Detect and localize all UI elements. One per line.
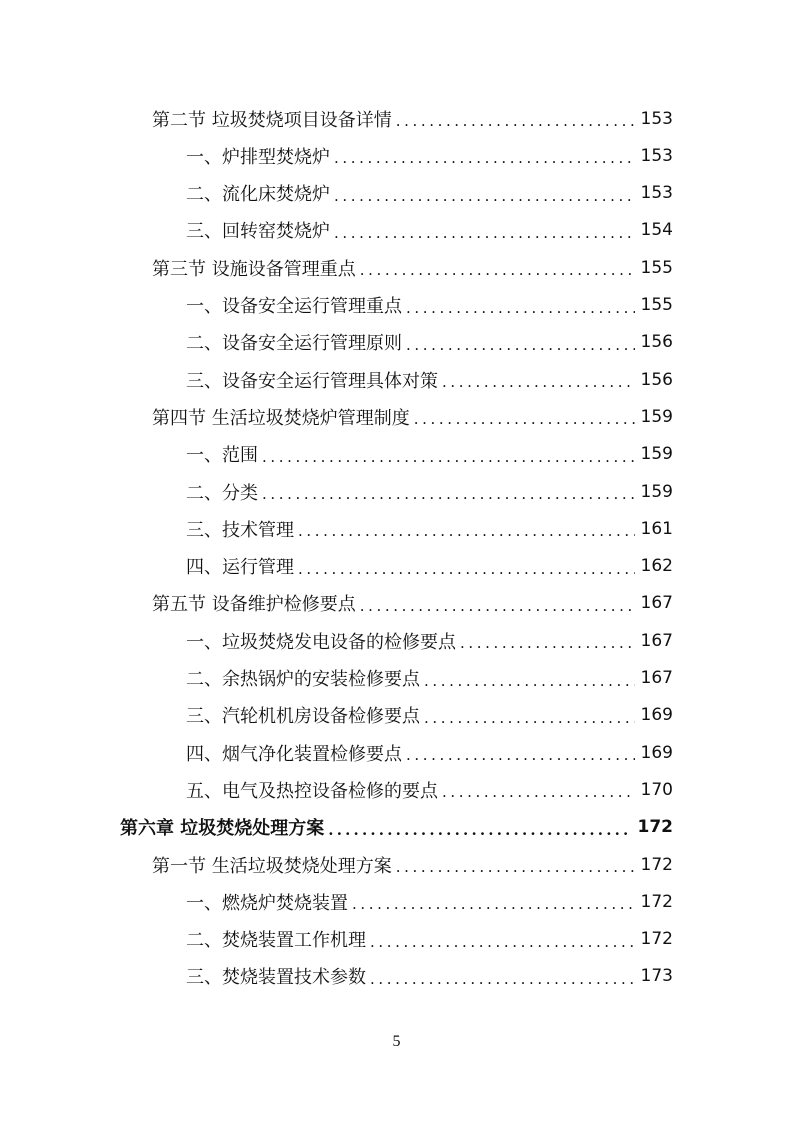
toc-entry[interactable] bbox=[186, 137, 673, 174]
toc-entry-page: 153 bbox=[640, 108, 673, 129]
toc-entry[interactable] bbox=[186, 958, 673, 995]
toc-dot-leader bbox=[414, 412, 635, 427]
toc-entry-page: 156 bbox=[640, 332, 673, 353]
toc-entry-page: 169 bbox=[640, 705, 673, 726]
toc-dot-leader bbox=[406, 338, 635, 353]
toc-entry-page: 172 bbox=[640, 854, 673, 875]
toc-dot-leader bbox=[298, 524, 635, 539]
toc-entry-title: 二、余热锅炉的安装检修要点 bbox=[186, 669, 420, 690]
toc-entry-title: 三、焚烧装置技术参数 bbox=[186, 967, 366, 989]
toc-entry-page: 159 bbox=[640, 481, 673, 502]
toc-entry-title: 二、流化床焚烧炉 bbox=[186, 184, 330, 206]
toc-dot-leader bbox=[370, 972, 635, 987]
toc-entry-title: 四、烟气净化装置检修要点 bbox=[186, 743, 402, 765]
toc-dot-leader bbox=[262, 487, 635, 502]
toc-dot-leader bbox=[298, 562, 635, 577]
toc-entry[interactable] bbox=[186, 287, 673, 324]
toc-entry[interactable] bbox=[186, 212, 673, 249]
toc-entry-title: 第五节 设备维护检修要点 bbox=[152, 594, 356, 616]
toc-dot-leader bbox=[334, 226, 635, 241]
toc-entry-page: 161 bbox=[640, 518, 673, 539]
toc-entry[interactable] bbox=[152, 249, 673, 286]
toc-entry-page: 167 bbox=[640, 630, 673, 651]
toc-entry-title: 三、回转窑焚烧炉 bbox=[186, 221, 330, 243]
toc-dot-leader bbox=[328, 823, 631, 838]
toc-entry-title: 三、汽轮机机房设备检修要点 bbox=[186, 706, 420, 728]
toc-entry-title: 第三节 设施设备管理重点 bbox=[152, 258, 356, 280]
toc-entry[interactable] bbox=[186, 734, 673, 771]
toc-entry-page: 167 bbox=[640, 593, 673, 614]
toc-dot-leader bbox=[334, 151, 635, 166]
toc-entry-page: 167 bbox=[640, 668, 673, 688]
toc-entry-page: 156 bbox=[640, 369, 673, 390]
toc-dot-leader bbox=[360, 263, 635, 278]
toc-entry[interactable] bbox=[152, 398, 673, 435]
toc-dot-leader bbox=[396, 114, 635, 129]
toc-entry-page: 154 bbox=[640, 220, 673, 241]
toc-entry-title: 一、燃烧炉焚烧装置 bbox=[186, 892, 348, 914]
toc-entry[interactable] bbox=[186, 473, 673, 510]
toc-entry-title: 二、分类 bbox=[186, 482, 258, 504]
toc-entry[interactable] bbox=[186, 883, 673, 920]
toc-entry-title: 二、设备安全运行管理原则 bbox=[186, 333, 402, 355]
toc-entry[interactable] bbox=[186, 436, 673, 473]
toc-dot-leader bbox=[442, 785, 635, 800]
toc-entry-page: 172 bbox=[637, 817, 673, 838]
toc-entry[interactable] bbox=[186, 175, 673, 212]
toc-entry[interactable] bbox=[186, 510, 673, 547]
toc-dot-leader bbox=[370, 935, 635, 950]
toc-entry-title: 五、电气及热控设备检修的要点 bbox=[186, 780, 438, 802]
toc-entry-page: 155 bbox=[640, 295, 673, 315]
toc-entry-title: 第四节 生活垃圾焚烧炉管理制度 bbox=[152, 407, 410, 429]
toc-entry-page: 169 bbox=[640, 742, 673, 763]
toc-entry[interactable] bbox=[186, 771, 673, 808]
toc-dot-leader bbox=[334, 189, 635, 204]
toc-entry[interactable] bbox=[152, 846, 673, 883]
page-number: 5 bbox=[392, 1033, 401, 1050]
toc-entry-page: 153 bbox=[640, 183, 673, 204]
toc-entry-page: 173 bbox=[640, 966, 673, 987]
toc-entry[interactable] bbox=[186, 361, 673, 398]
toc-dot-leader bbox=[460, 636, 635, 651]
toc-entry-title: 一、范围 bbox=[186, 445, 258, 467]
toc-entry-title: 第六章 垃圾焚烧处理方案 bbox=[120, 818, 325, 840]
toc-dot-leader bbox=[396, 860, 635, 875]
toc-entry-page: 170 bbox=[640, 779, 673, 800]
toc-entry[interactable] bbox=[186, 548, 673, 585]
toc-entry[interactable] bbox=[186, 660, 673, 697]
toc-dot-leader bbox=[442, 375, 635, 390]
toc-entry[interactable] bbox=[152, 585, 673, 622]
toc-dot-leader bbox=[406, 748, 635, 763]
toc-entry-title: 第一节 生活垃圾焚烧处理方案 bbox=[152, 855, 392, 877]
toc-entry-title: 一、设备安全运行管理重点 bbox=[186, 296, 402, 317]
toc-entry[interactable] bbox=[120, 809, 673, 846]
toc-entry-page: 162 bbox=[640, 556, 673, 577]
toc-entry-title: 一、垃圾焚烧发电设备的检修要点 bbox=[186, 631, 456, 653]
toc-entry-title: 四、运行管理 bbox=[186, 557, 294, 579]
toc-entry[interactable] bbox=[186, 622, 673, 659]
toc-entry-title: 第二节 垃圾焚烧项目设备详情 bbox=[152, 109, 392, 131]
toc-entry-page: 153 bbox=[640, 145, 673, 166]
toc-entry-page: 172 bbox=[640, 891, 673, 912]
toc-dot-leader bbox=[424, 711, 635, 726]
toc-dot-leader bbox=[262, 450, 635, 465]
toc-entry-title: 三、设备安全运行管理具体对策 bbox=[186, 370, 438, 392]
toc-entry-page: 159 bbox=[640, 444, 673, 465]
toc-entry-title: 二、焚烧装置工作机理 bbox=[186, 930, 366, 952]
toc-entry-title: 一、炉排型焚烧炉 bbox=[186, 146, 330, 168]
toc-dot-leader bbox=[406, 301, 635, 316]
toc-entry-page: 172 bbox=[640, 929, 673, 950]
toc-entry[interactable] bbox=[186, 697, 673, 734]
toc-entry-title: 三、技术管理 bbox=[186, 519, 294, 541]
toc-entry-page: 155 bbox=[640, 257, 673, 278]
toc-dot-leader bbox=[424, 674, 635, 689]
toc-dot-leader bbox=[360, 599, 635, 614]
toc-entry[interactable] bbox=[186, 921, 673, 958]
toc-entry[interactable] bbox=[186, 324, 673, 361]
toc-entry-page: 159 bbox=[640, 406, 673, 427]
toc-dot-leader bbox=[352, 897, 635, 912]
toc-entry[interactable] bbox=[152, 100, 673, 137]
